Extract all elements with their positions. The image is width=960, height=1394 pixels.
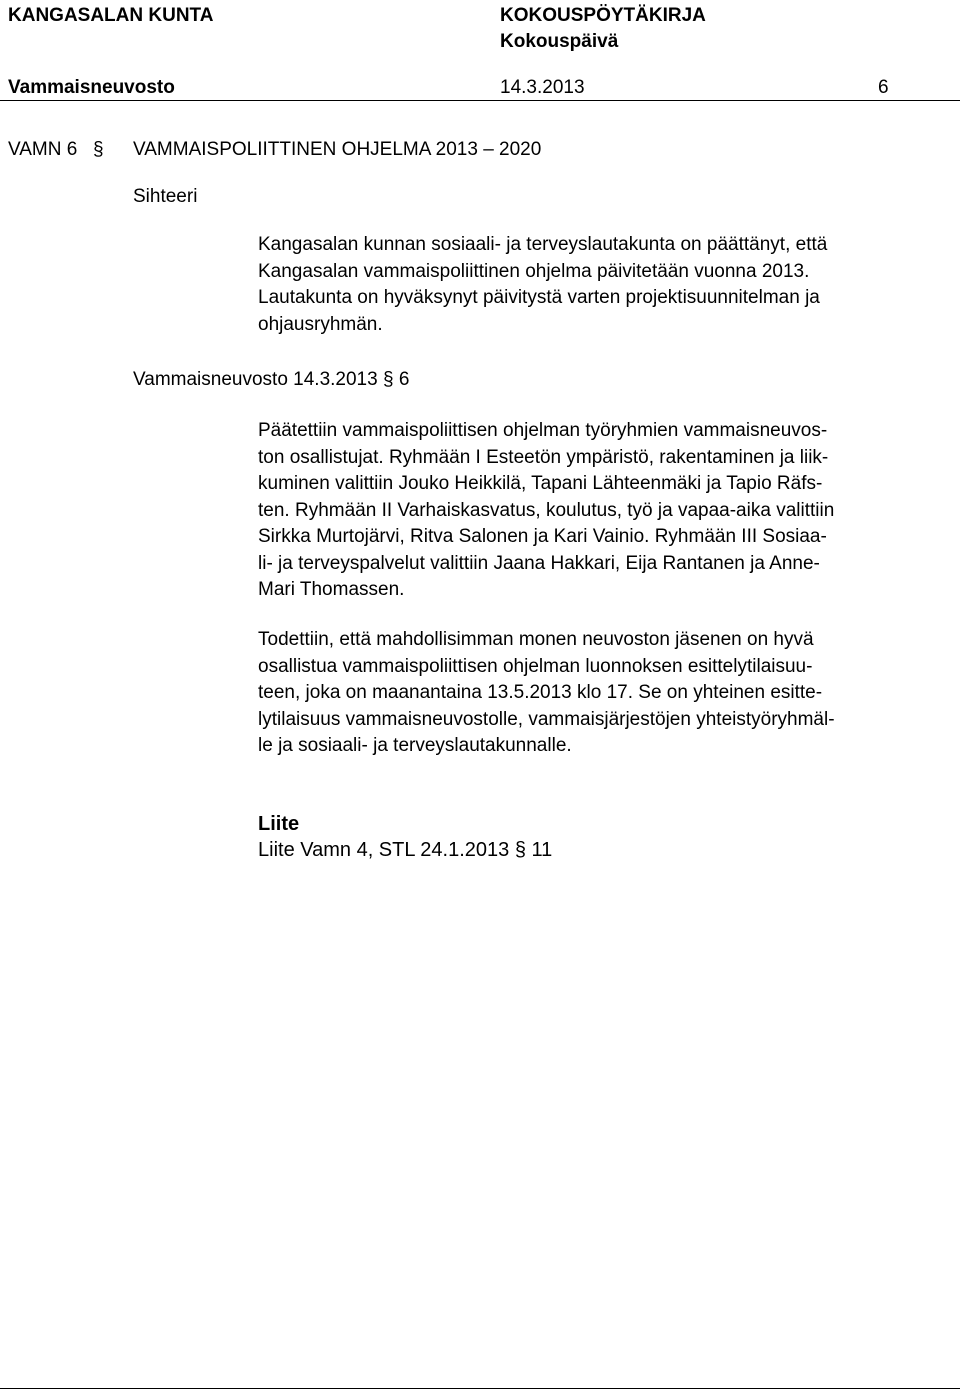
section-label: Sihteeri xyxy=(133,186,198,207)
paragraph-line: Kangasalan vammaispoliittinen ohjelma päivitetään vuonna 2013. xyxy=(258,260,810,282)
section-symbol: § xyxy=(93,139,104,160)
paragraph-line: Todettiin, että mahdollisimman monen neuvoston jäsenen on hyvä xyxy=(258,629,814,650)
paragraph-line: Mari Thomassen. xyxy=(258,579,405,600)
footer-divider xyxy=(0,1388,960,1389)
meeting-reference xyxy=(133,367,833,394)
decision-paragraph xyxy=(258,418,958,604)
document-type: KOKOUSPÖYTÄKIRJA xyxy=(500,5,706,26)
meeting-body: Vammaisneuvosto xyxy=(8,77,175,98)
notice-paragraph xyxy=(258,627,958,760)
municipality-name: KANGASALAN KUNTA xyxy=(8,5,214,26)
paragraph-line: kuminen valittiin Jouko Heikkilä, Tapani Lähteenmäki ja Tapio Räfs- xyxy=(258,473,823,494)
attachment-text: Liite Vamn 4, STL 24.1.2013 § 11 xyxy=(258,839,553,861)
page-number: 6 xyxy=(878,77,889,98)
meeting-reference-text: Vammaisneuvosto 14.3.2013 § 6 xyxy=(133,369,410,390)
paragraph-line: teen, joka on maanantaina 13.5.2013 klo 17. Se on yhteinen esitte- xyxy=(258,682,823,703)
header-divider xyxy=(0,100,960,101)
paragraph-line: Kangasalan kunnan sosiaali- ja terveyslautakunta on päättänyt, että xyxy=(258,234,828,255)
paragraph-line: osallistua vammaispoliittisen ohjelman luonnoksen esittelytilaisuu- xyxy=(258,655,813,677)
paragraph-line: Päätettiin vammaispoliittisen ohjelman työryhmien vammaisneuvos- xyxy=(258,420,828,441)
paragraph-line: ten. Ryhmään II Varhaiskasvatus, koulutus, työ ja vapaa-aika valittiin xyxy=(258,499,835,521)
meeting-date: 14.3.2013 xyxy=(500,77,585,98)
paragraph-line: ton osallistujat. Ryhmään I Esteetön ympäristö, rakentaminen ja liik- xyxy=(258,446,829,468)
paragraph-line: lytilaisuus vammaisneuvostolle, vammaisjärjestöjen yhteistyöryhmäl- xyxy=(258,708,835,730)
paragraph-line: Sirkka Murtojärvi, Ritva Salonen ja Kari Vainio. Ryhmään III Sosiaa- xyxy=(258,526,827,547)
attachment-heading: Liite xyxy=(258,813,300,835)
meeting-date-label: Kokouspäivä xyxy=(500,31,619,52)
paragraph-line: li- ja terveyspalvelut valittiin Jaana Hakkari, Eija Rantanen ja Anne- xyxy=(258,552,820,574)
intro-paragraph xyxy=(258,232,958,338)
item-number: VAMN 6 xyxy=(8,139,78,160)
paragraph-line: le ja sosiaali- ja terveyslautakunnalle. xyxy=(258,735,572,756)
paragraph-line: Lautakunta on hyväksynyt päivitystä varten projektisuunnitelman ja xyxy=(258,287,820,308)
paragraph-line: ohjausryhmän. xyxy=(258,313,383,335)
item-title: VAMMAISPOLIITTINEN OHJELMA 2013 – 2020 xyxy=(133,139,542,160)
